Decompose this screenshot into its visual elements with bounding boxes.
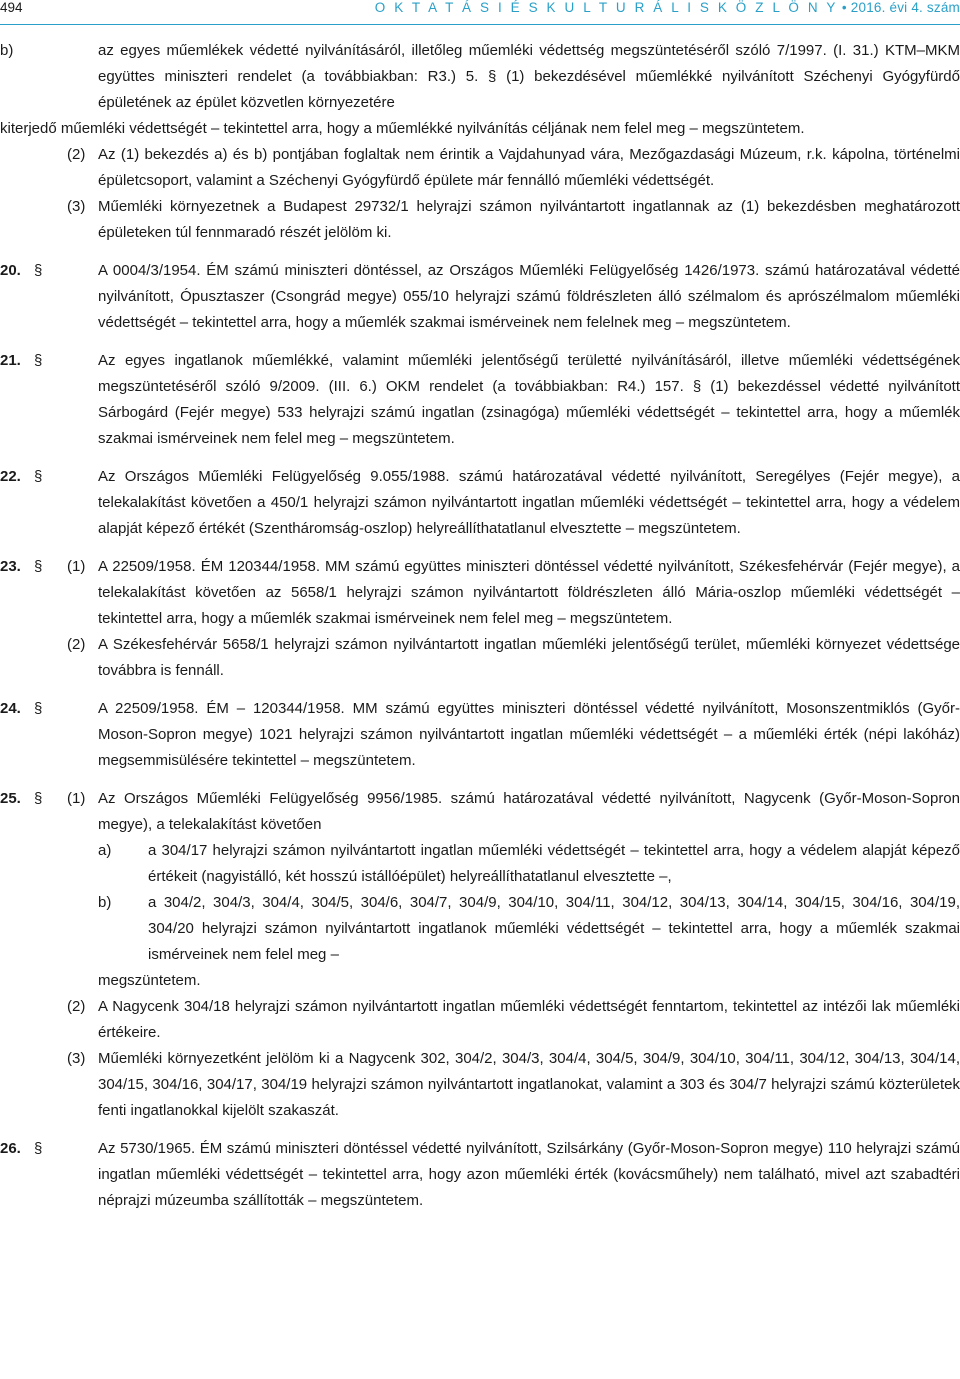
section-20	[0, 258, 960, 336]
section-number: 22.	[0, 468, 21, 485]
header-bullet: •	[841, 0, 847, 15]
document-body	[0, 38, 960, 1214]
item-b	[0, 38, 960, 116]
paragraph-3-label: (3)	[67, 198, 86, 215]
point-label: a)	[98, 842, 112, 859]
paragraph-2-text: Az (1) bekezdés a) és b) pontjában foglaltak nem érintik a Vajdahunyad vára, Mezőgazdasági Múzeum, r.k. kápolna, történelmi épületcsoport, valamint a Széchenyi Gyógyfürdő épülete már fennálló műemléki védettségét.	[98, 146, 960, 189]
section-symbol: §	[34, 262, 43, 279]
section-number: 21.	[0, 352, 21, 369]
section-23	[0, 554, 960, 632]
section-number: 20.	[0, 262, 21, 279]
header-rule	[0, 24, 960, 25]
paragraph-3-text: Műemléki környezetnek a Budapest 29732/1 helyrajzi számon nyilvántartott ingatlannak az (1) bekezdésben meghatározott épületeken túl fennmaradó részét jelölöm ki.	[98, 198, 960, 241]
section-25-closing: megszüntetem.	[98, 972, 201, 989]
page-number: 494	[0, 0, 23, 15]
section-number: 25.	[0, 790, 21, 807]
subsection-label: (2)	[67, 636, 86, 653]
section-number: 24.	[0, 700, 21, 717]
section-25-point-b	[0, 890, 960, 968]
point-text: a 304/2, 304/3, 304/4, 304/5, 304/6, 304/7, 304/9, 304/10, 304/11, 304/12, 304/13, 304/14, 304/15, 304/16, 304/19, 304/20 helyrajzi számon nyilvántartott ingatlanok műemléki védettségét – tekintettel arra, hogy a műemlék szakmai ismérveinek nem felel meg –	[148, 894, 960, 963]
page-header	[0, 0, 960, 24]
point-label: b)	[98, 894, 112, 911]
section-25-point-a	[0, 838, 960, 890]
section-text: A 22509/1958. ÉM – 120344/1958. MM számú együttes miniszteri döntéssel védetté nyilvánított, Mosonszentmiklós (Győr-Moson-Sopron megye) 1021 helyrajzi számon nyilvántartott ingatlan műemléki védettségét – a műemléki érték (népi lakóház) megsemmisülésére tekintettel – megszüntetem.	[98, 700, 960, 769]
section-text: Az Országos Műemléki Felügyelőség 9.055/1988. számú határozatával védetté nyilvánított, Seregélyes (Fejér megye), a telekalakítást követően a 450/1 helyrajzi számon nyilvántartott ingatlan műemléki védettségét – tekintettel arra, hogy a védelem alapját képező értékét (Szentháromság-oszlop) helyreállíthatatlanul elvesztette – megszüntetem.	[98, 468, 960, 537]
section-text: Az egyes ingatlanok műemlékké, valamint műemléki jelentőségű területté nyilvánításáról, illetve műemléki védettségének megszüntetéséről szóló 9/2009. (III. 6.) OKM rendelet (a továbbiakban: R4.) 157. § (1) bekezdéssel védetté nyilvánított Sárbogárd (Fejér megye) 533 helyrajzi számú ingatlan (zsinagóga) műemléki védettségét – tekintettel arra, hogy a műemlék szakmai ismérveinek nem felel meg – megszüntetem.	[98, 352, 960, 447]
item-b-continuation: kiterjedő műemléki védettségét – tekintettel arra, hogy a műemlékké nyilvánítás céljának nem felel meg – megszüntetem.	[0, 120, 805, 137]
paragraph-2-label: (2)	[67, 146, 86, 163]
section-text: Az 5730/1965. ÉM számú miniszteri döntéssel védetté nyilvánított, Szilsárkány (Győr-Moson-Sopron megye) 110 helyrajzi számú ingatlan műemléki védettségét – tekintettel arra, hogy azon műemléki érték (kovácsműhely) nem található, mivel azt szabadtéri néprajzi múzeumba szállították – megszüntetem.	[98, 1140, 960, 1209]
subsection-text: Az Országos Műemléki Felügyelőség 9956/1985. számú határozatával védetté nyilvánított, Nagycenk (Győr-Moson-Sopron megye), a telekalakítást követően	[98, 790, 960, 833]
section-symbol: §	[34, 468, 43, 485]
item-b-label: b)	[0, 42, 14, 59]
issue-label: 2016. évi 4. szám	[850, 0, 960, 15]
section-number: 23.	[0, 558, 21, 575]
section-symbol: §	[34, 700, 43, 717]
section-symbol: §	[34, 790, 43, 807]
section-25-p3	[0, 1046, 960, 1124]
item-b-text: az egyes műemlékek védetté nyilvánításáról, illetőleg műemléki védettség megszüntetéséről szóló 7/1997. (I. 31.) KTM–MKM együttes miniszteri rendelet (a továbbiakban: R3.) 5. § (1) bekezdésével műemlékké nyilvánított Széchenyi Gyógyfürdő épületének az épület közvetlen környezetére	[98, 42, 960, 111]
journal-title: O K T A T Á S I É S K U L T U R Á L I S K Ö Z L Ö N Y	[374, 0, 838, 15]
section-symbol: §	[34, 1140, 43, 1157]
subsection-text: A Székesfehérvár 5658/1 helyrajzi számon nyilvántartott ingatlan műemléki jelentőségű terület, műemléki környezet védettsége továbbra is fennáll.	[98, 636, 960, 679]
subsection-text: A Nagycenk 304/18 helyrajzi számon nyilvántartott ingatlan műemléki védettségét fenntartom, tekintettel az intézői lak műemléki értékeire.	[98, 998, 960, 1041]
section-24	[0, 696, 960, 774]
section-23-p2	[0, 632, 960, 684]
subsection-text: Műemléki környezetként jelölöm ki a Nagycenk 302, 304/2, 304/3, 304/4, 304/5, 304/9, 304/10, 304/11, 304/12, 304/13, 304/14, 304/15, 304/16, 304/17, 304/19 helyrajzi számon nyilvántartott ingatlanokat, valamint a 303 és 304/7 helyrajzi számú közterületek fenti ingatlanokkal kijelölt szakaszát.	[98, 1050, 960, 1119]
subsection-label: (1)	[67, 558, 86, 575]
section-symbol: §	[34, 558, 43, 575]
section-25	[0, 786, 960, 838]
running-header	[375, 0, 960, 15]
section-text: A 0004/3/1954. ÉM számú miniszteri döntéssel, az Országos Műemléki Felügyelőség 1426/1973. számú határozatával védetté nyilvánított, Ópusztaszer (Csongrád megye) 055/10 helyrajzi számú földrészleten álló szélmalom és aprószélmalom műemléki védettségét – tekintettel arra, hogy a műemlék szakmai ismérveinek nem felelnek meg – megszüntetem.	[98, 262, 960, 331]
subsection-text: A 22509/1958. ÉM 120344/1958. MM számú együttes miniszteri döntéssel védetté nyilvánított, Székesfehérvár (Fejér megye), a telekalakítást követően az 5658/1 helyrajzi számon nyilvántartott földrészleten álló Mária-oszlop műemléki védettségét – tekintettel arra, hogy a műemlék szakmai ismérveinek nem felel meg – megszüntetem.	[98, 558, 960, 627]
section-22	[0, 464, 960, 542]
point-text: a 304/17 helyrajzi számon nyilvántartott ingatlan műemléki védettségét – tekintettel arra, hogy a védelem alapját képező értékeit (nagyistálló, két hosszú istállóépület) helyreállíthatatlanul elvesztette –,	[148, 842, 960, 885]
subsection-label: (3)	[67, 1050, 86, 1067]
section-number: 26.	[0, 1140, 21, 1157]
subsection-label: (2)	[67, 998, 86, 1015]
section-26	[0, 1136, 960, 1214]
subsection-label: (1)	[67, 790, 86, 807]
section-25-p2	[0, 994, 960, 1046]
section-symbol: §	[34, 352, 43, 369]
paragraph-2	[0, 142, 960, 194]
section-21	[0, 348, 960, 452]
paragraph-3	[0, 194, 960, 246]
